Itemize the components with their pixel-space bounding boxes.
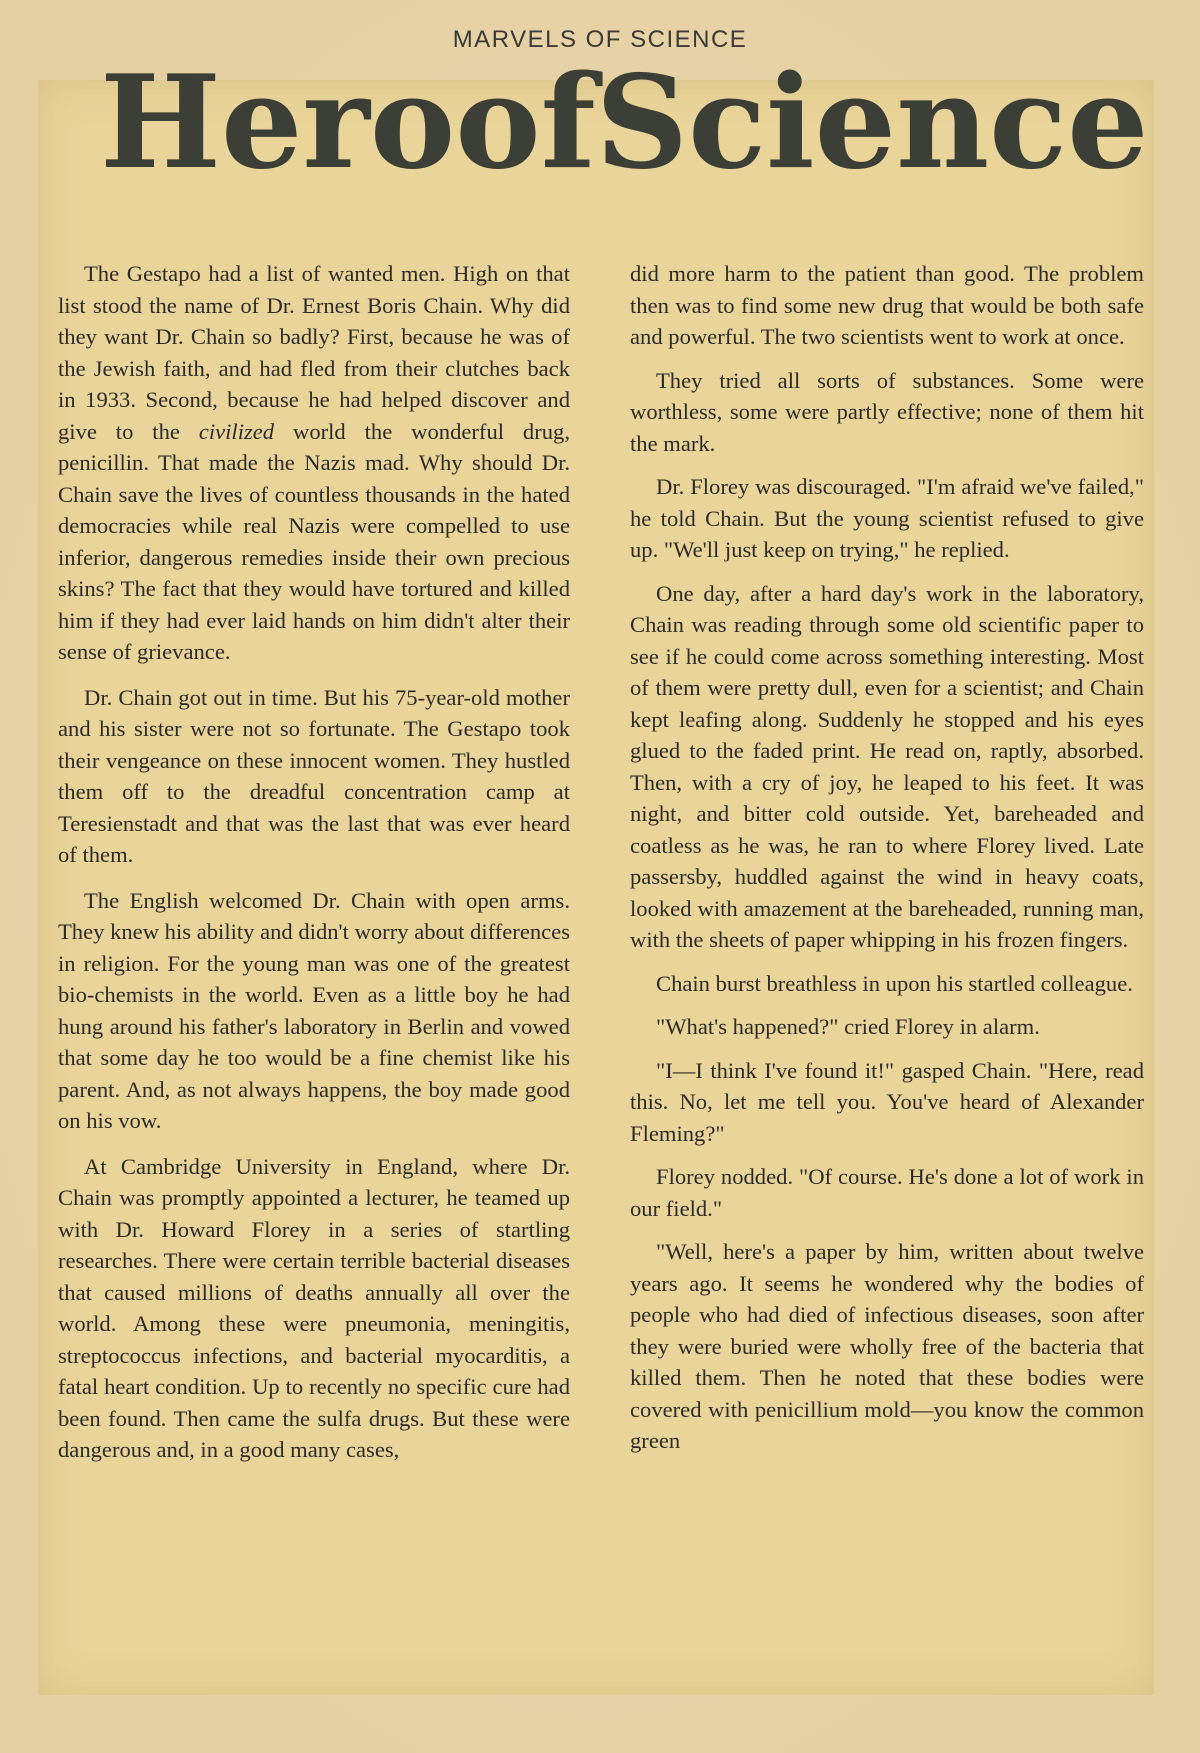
paragraph: Chain burst breathless in upon his startled colleague. [656,970,1133,996]
article-title [100,48,1149,198]
title-word-science: Science [595,48,1149,198]
paragraph: The English welcomed Dr. Chain with open arms. They knew his ability and didn't worry about differences in religion. For the young man was one of the greatest bio-chemists in the world. Even as a little boy he had hung around his father's laboratory in Berlin and vowed that some day he too would be a fine chemist like his parent. And, as not always happens, the boy made good on his vow. [58,887,570,1133]
running-head: MARVELS OF SCIENCE [452,26,748,53]
paragraph: The Gestapo had a list of wanted men. High on that list stood the name of Dr. Ernest Boris Chain. Why did they want Dr. Chain so badly? First, because he was of the Jewish faith, and had fled from their clutches back in 1933. Second, because he had helped discover and give to the civilized world the wonderful drug, penicillin. That made the Nazis mad. Why should Dr. Chain save the lives of countless thousands in the hated democracies while real Nazis were compelled to use inferior, dangerous remedies inside their own precious skins? The fact that they would have tortured and killed him if they had ever laid hands on him didn't alter their sense of grievance. [58,261,570,664]
emphasis: civilized [198,418,275,444]
right-column [630,258,1144,1457]
left-column [58,258,570,1466]
paragraph: Dr. Florey was discouraged. "I'm afraid we've failed," he told Chain. But the young scientist refused to give up. "We'll just keep on trying," he replied. [630,474,1144,562]
paragraph: They tried all sorts of substances. Some were worthless, some were partly effective; none of them hit the mark. [630,367,1144,456]
paragraph: Florey nodded. "Of course. He's done a lot of work in our field." [630,1164,1144,1221]
paragraph: At Cambridge University in England, where Dr. Chain was promptly appointed a lecturer, he teamed up with Dr. Howard Florey in a series of startling researches. There were certain terrible bacterial diseases that caused millions of deaths annually all over the world. Among these were pneumonia, meningitis, streptococcus infections, and bacterial myocarditis, a fatal heart condition. Up to recently no specific cure had been found. Then came the sulfa drugs. But these were dangerous and, in a good many cases, [58,1153,570,1462]
paragraph: Dr. Chain got out in time. But his 75-year-old mother and his sister were not so fortunate. The Gestapo took their vengeance on these innocent women. They hustled them off to the dreadful concentration camp at Teresienstadt and that was the last that was ever heard of them. [58,684,570,867]
paragraph: "What's happened?" cried Florey in alarm. [656,1014,1040,1039]
paragraph: One day, after a hard day's work in the laboratory, Chain was reading through some old scientific paper to see if he could come across something interesting. Most of them were pretty dull, even for a scientist; and Chain kept leafing along. Suddenly he stopped and his eyes glued to the faded print. He read on, raptly, absorbed. Then, with a cry of joy, he leaped to his feet. It was night, and bitter cold outside. Yet, bareheaded and coatless as he was, he ran to where Florey lived. Late passersby, huddled against the wind in heavy coats, looked with amazement at the bareheaded, running man, with the sheets of paper whipping in his frozen fingers. [630,580,1144,952]
title-word-of: of [455,48,596,198]
paragraph: "Well, here's a paper by him, written about twelve years ago. It seems he wondered why the bodies of people who had died of infectious diseases, soon after they were buried were wholly free of the bacteria that killed them. Then he noted that these bodies were covered with penicillium mold—you know the common green [630,1239,1144,1453]
paragraph: did more harm to the patient than good. The problem then was to find some new drug that would be both safe and powerful. The two scientists went to work at once. [630,261,1144,349]
title-word-hero: Hero [100,48,456,198]
paragraph: "I—I think I've found it!" gasped Chain. "Here, read this. No, let me tell you. You've heard of Alexander Fleming?" [630,1057,1144,1146]
